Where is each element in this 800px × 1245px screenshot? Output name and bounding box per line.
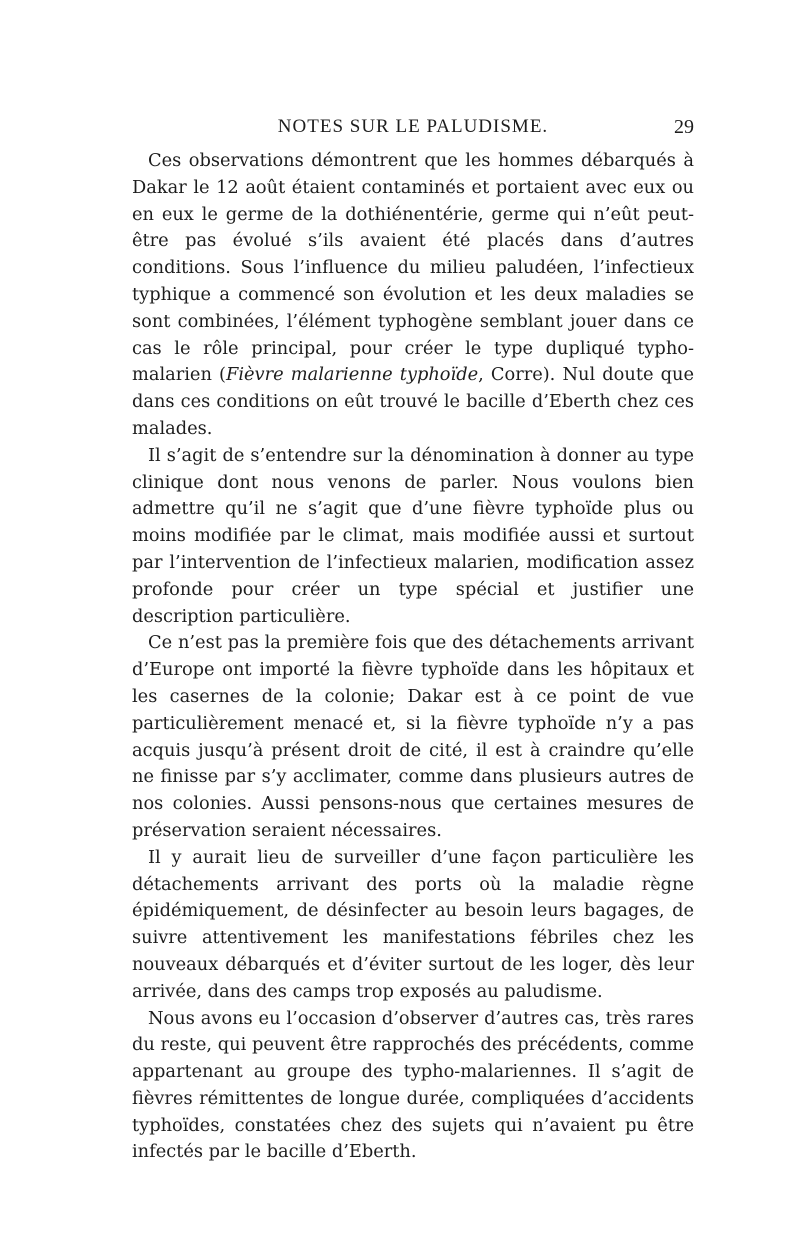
paragraph-1-italic-term: Fièvre malarienne typhoïde	[226, 364, 479, 386]
running-title: NOTES SUR LE PALUDISME.	[277, 116, 549, 137]
paragraph-2: Il s’agit de s’entendre sur la dénomination à donner au type clinique dont nous venons de parler. Nous voulons bien admettre qu’il ne s’agit que d’une fièvre typhoïde plus ou moins modifiée par le climat, mais modifiée aussi et surtout par l’intervention de l’infectieux malarien, modification assez profonde pour créer un type spécial et justifier une description particulière.	[132, 444, 694, 627]
paragraph-3: Ce n’est pas la première fois que des détachements arrivant d’Europe ont importé la fièvre typhoïde dans les hôpitaux et les casernes de la colonie; Dakar est à ce point de vue particulièrement menacé et, si la fièvre typhoïde n’y a pas acquis jusqu’à présent droit de cité, il est à craindre qu’elle ne finisse par s’y acclimater, comme dans plusieurs autres de nos colonies. Aussi pensons-nous que certaines mesures de préservation seraient nécessaires.	[132, 632, 694, 841]
paragraph-1-text-start: Ces observations démontrent que les hommes débarqués à Dakar le 12 août étaient contaminés et portaient avec eux ou en eux le germe de la dothiénentérie, germe qui n’eût peut-être pas évolué s’ils avaient été placés dans d’autres conditions. Sous l’influence du milieu paludéen, l’infectieux typhique a commencé son évolution et les deux maladies se sont combinées, l’élément typhogène semblant jouer dans ce cas le rôle principal, pour créer le type dupliqué typho-malarien (	[132, 150, 694, 386]
body-text	[132, 148, 694, 1166]
paragraph-4: Il y aurait lieu de surveiller d’une façon particulière les détachements arrivant des ports où la maladie règne épidémiquement, de désinfecter au besoin leurs bagages, de suivre attentivement les manifestations fébriles chez les nouveaux débarqués et d’éviter surtout de les loger, dès leur arrivée, dans des camps trop exposés au paludisme.	[132, 846, 694, 1002]
paragraph-5: Nous avons eu l’occasion d’observer d’autres cas, très rares du reste, qui peuvent être rapprochés des précédents, comme appartenant au groupe des typho-malariennes. Il s’agit de fièvres rémittentes de longue durée, compliquées d’accidents typhoïdes, constatées chez des sujets qui n’avaient pu être infectés par le bacille d’Eberth.	[132, 1007, 694, 1163]
running-header	[132, 112, 694, 148]
page-number: 29	[674, 116, 694, 138]
book-page	[132, 112, 694, 1166]
paragraph-1	[132, 148, 694, 443]
paragraph-1-text-end: , Corre). Nul doute que dans ces conditions on eût trouvé le bacille d’Eberth chez ces malades.	[132, 364, 694, 439]
